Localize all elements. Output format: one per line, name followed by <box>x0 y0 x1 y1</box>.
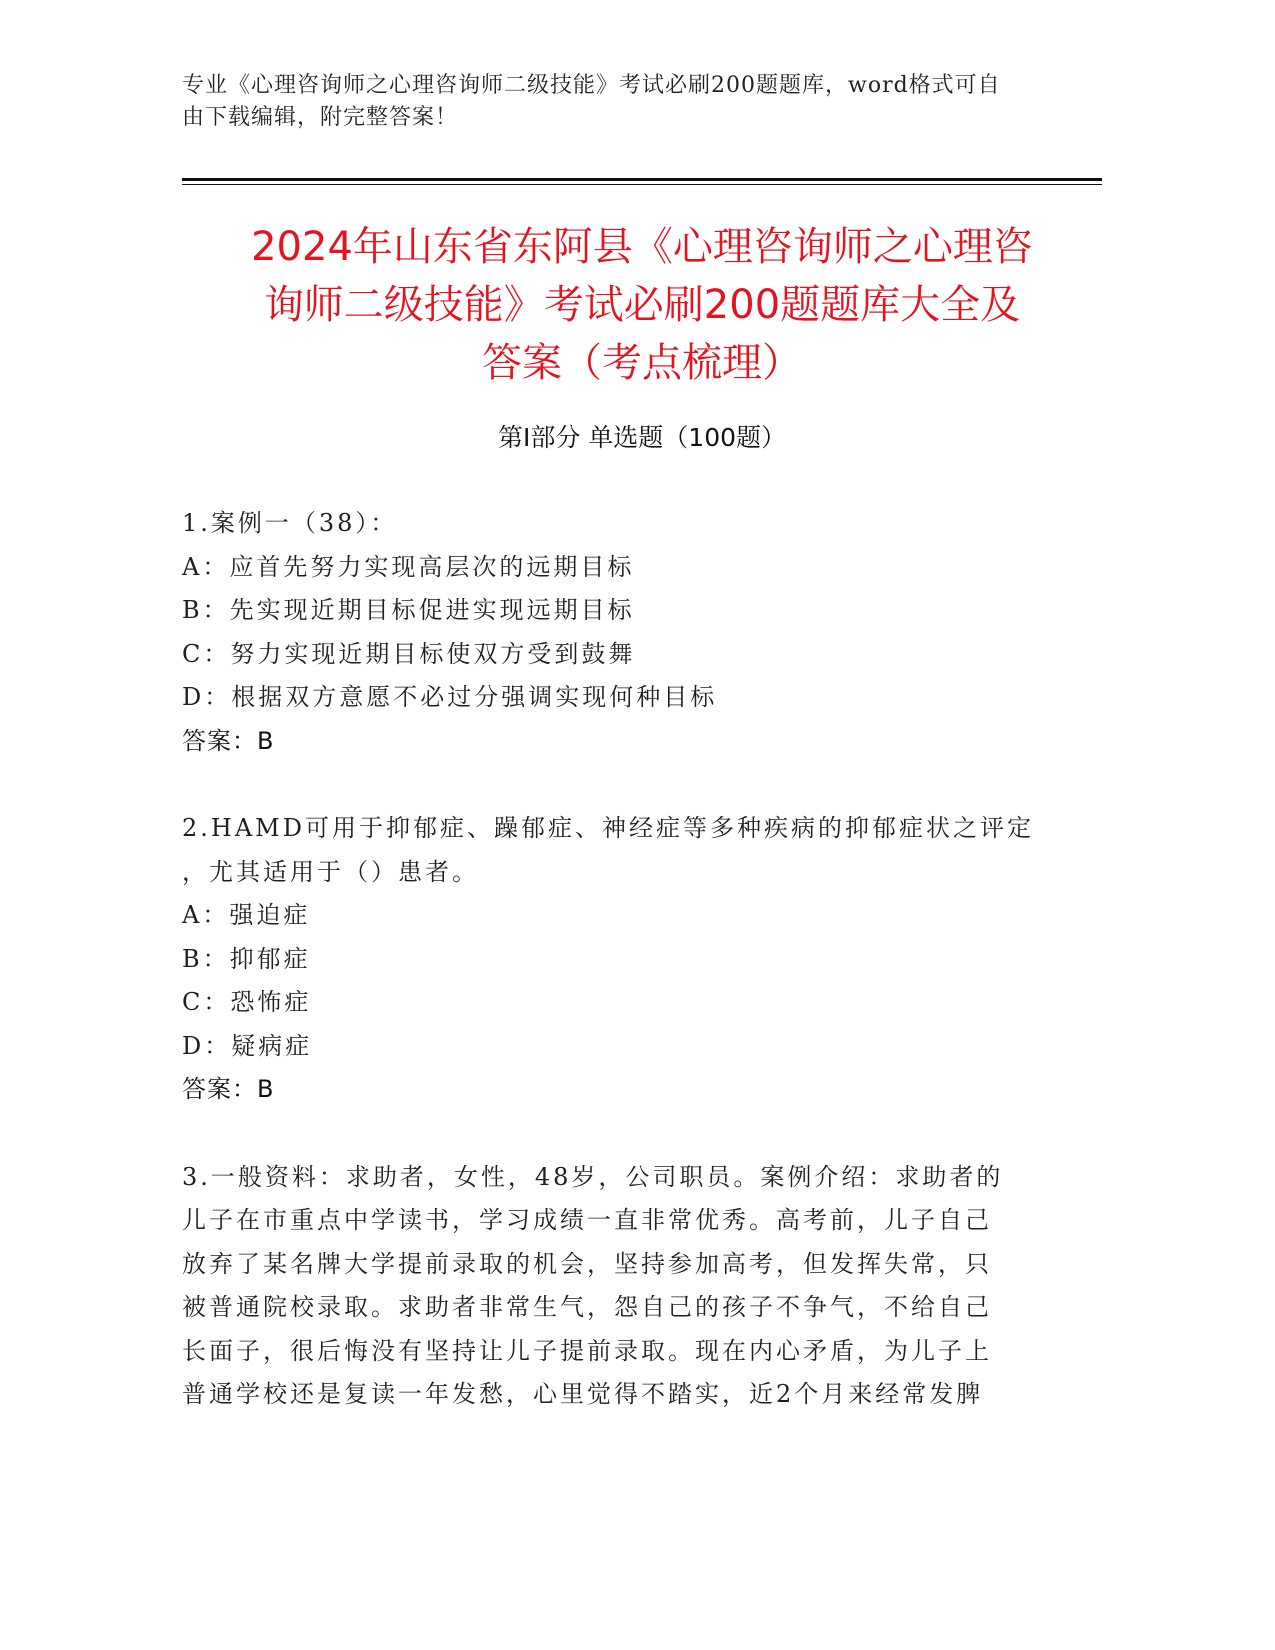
question-option: C：恐怖症 <box>182 988 312 1016</box>
question-answer: 答案：B <box>182 1075 275 1103</box>
header-note <box>182 70 1042 134</box>
question-option: B：先实现近期目标促进实现远期目标 <box>182 596 635 624</box>
question-item <box>182 1156 1042 1417</box>
question-option: A：强迫症 <box>182 901 311 929</box>
question-stem: 3.一般资料：求助者，女性，48岁，公司职员。案例介绍：求助者的 <box>182 1162 1004 1191</box>
question-option: C：努力实现近期目标使双方受到鼓舞 <box>182 639 636 668</box>
section-heading: 第Ⅰ部分 单选题（100题） <box>497 423 787 452</box>
question-option: D：根据双方意愿不必过分强调实现何种目标 <box>182 683 718 711</box>
document-title-line-3: 答案（考点梳理） <box>482 340 802 386</box>
header-note-line-2: 由下载编辑，附完整答案！ <box>182 105 459 130</box>
question-stem: 儿子在市重点中学读书，学习成绩一直非常优秀。高考前，儿子自己 <box>182 1206 992 1234</box>
document-title <box>182 218 1102 392</box>
question-option: A：应首先努力实现高层次的远期目标 <box>182 552 635 581</box>
question-option: D：疑病症 <box>182 1031 313 1060</box>
header-note-line-1: 专业《心理咨询师之心理咨询师二级技能》考试必刷200题题库，word格式可自 <box>182 73 1001 98</box>
document-title-line-2: 询师二级技能》考试必刷200题题库大全及 <box>263 282 1021 328</box>
header-rule-thick <box>182 178 1102 181</box>
header-rule-thin <box>182 184 1102 185</box>
question-stem: ，尤其适用于（）患者。 <box>182 857 479 886</box>
question-stem: 普通学校还是复读一年发愁，心里觉得不踏实，近2个月来经常发脾 <box>182 1380 984 1408</box>
question-item <box>182 807 1042 1112</box>
question-list <box>182 502 1042 1461</box>
question-option: B：抑郁症 <box>182 944 311 973</box>
question-stem: 被普通院校录取。求助者非常生气，怨自己的孩子不争气，不给自己 <box>182 1293 992 1321</box>
question-stem: 1.案例一（38）： <box>182 509 398 537</box>
question-stem: 2.HAMD可用于抑郁症、躁郁症、神经症等多种疾病的抑郁症状之评定 <box>182 814 1034 842</box>
question-stem: 长面子，很后悔没有坚持让儿子提前录取。现在内心矛盾，为儿子上 <box>182 1336 992 1365</box>
question-item <box>182 502 1042 763</box>
question-answer: 答案：B <box>182 726 275 755</box>
question-stem: 放弃了某名牌大学提前录取的机会，坚持参加高考，但发挥失常，只 <box>182 1249 992 1278</box>
document-title-line-1: 2024年山东省东阿县《心理咨询师之心理咨 <box>251 224 1033 270</box>
